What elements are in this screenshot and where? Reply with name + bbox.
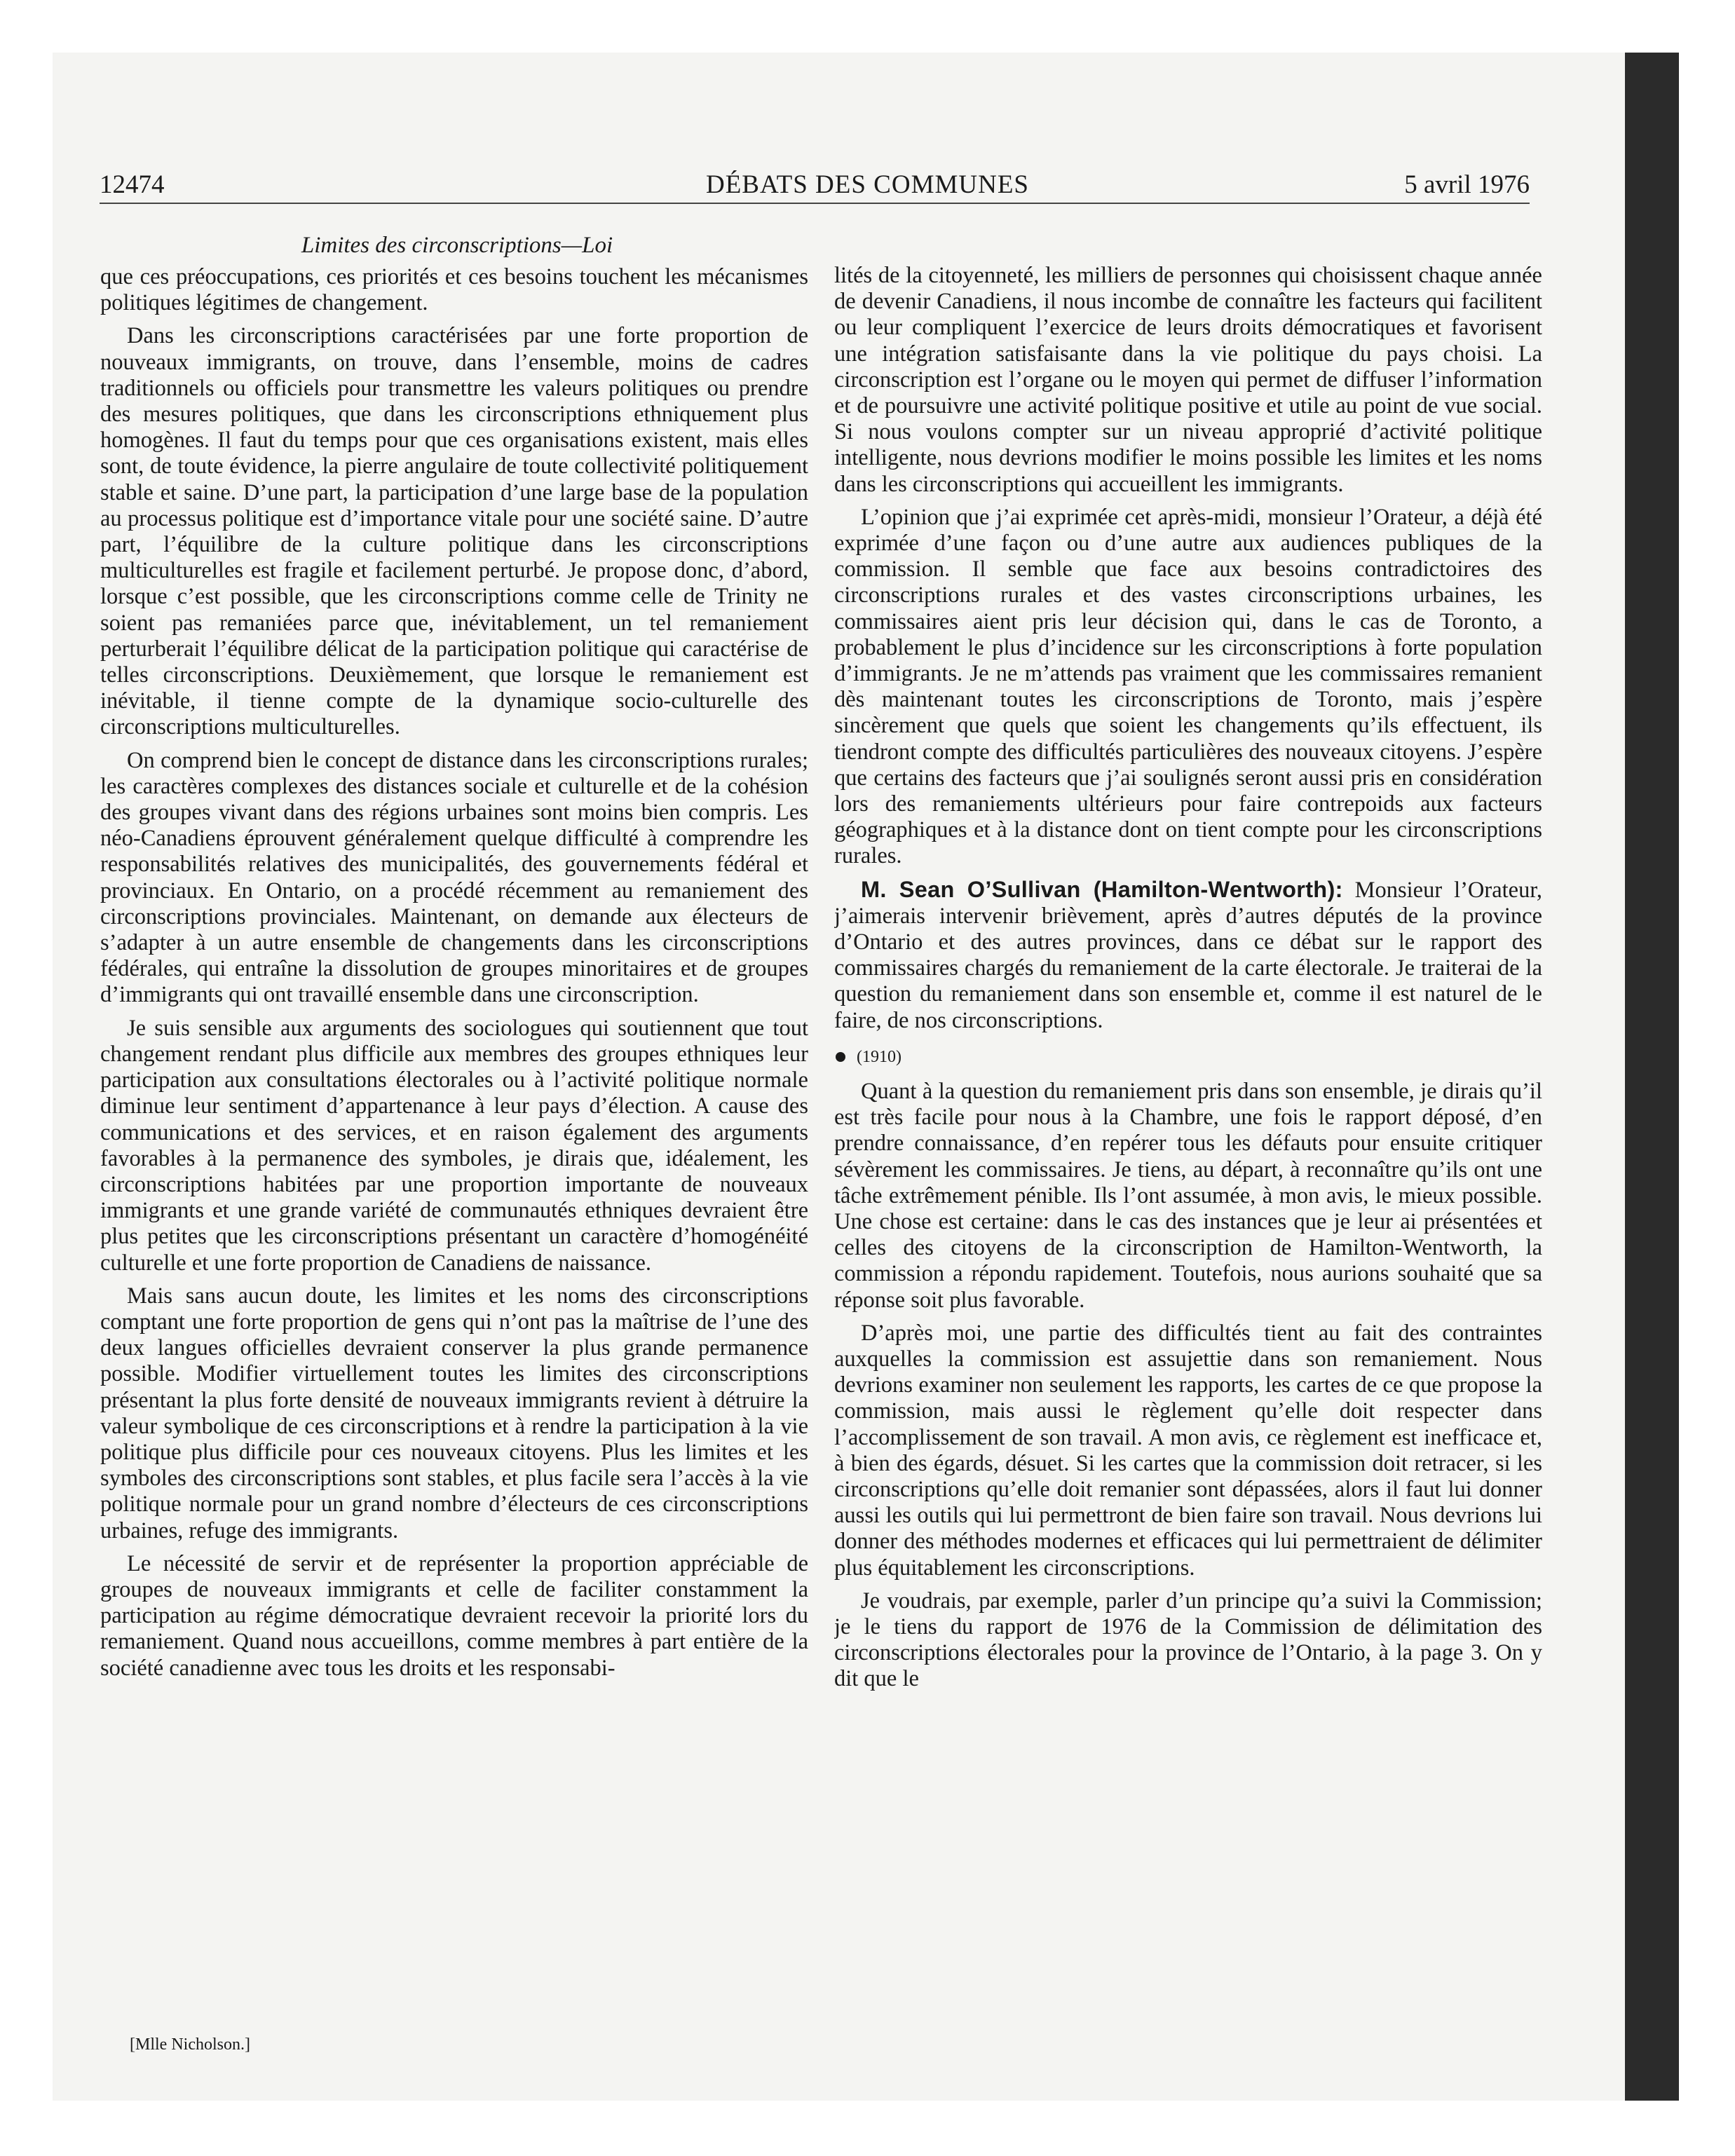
page-date: 5 avril 1976 bbox=[1404, 170, 1530, 199]
right-column bbox=[834, 263, 1542, 2057]
time-marker bbox=[834, 1046, 1542, 1067]
paragraph: Le nécessité de servir et de représenter la proportion appréciable de groupes de nouveaux immigrants et celle de faciliter constamment la participation au régime démocratique devraient recevoir la priorité lors du remaniement. Quand nous accueillons, comme membres à part entière de la société canadienne avec tous les droits et les responsabi- bbox=[100, 1550, 808, 1681]
paragraph: D’après moi, une partie des difficultés tient au fait des contraintes auxquelles la commission est assujettie dans son remaniement. Nous devrions examiner non seulement les rapports, les cartes de ce que propose la commission, mais aussi le règlement qu’elle doit respecter dans l’accomplissement de son travail. A mon avis, ce règlement est inefficace et, à bien des égards, désuet. Si les cartes que la commission doit retracer, si les circonscriptions qu’elle doit remanier sont dépassées, alors il faut lui donner aussi les outils qui lui permettront de bien faire son travail. Nous devrions lui donner des méthodes modernes et efficaces qui lui permettraient de délimiter plus équitablement les circonscriptions. bbox=[834, 1320, 1542, 1581]
time-marker-label: (1910) bbox=[857, 1047, 901, 1066]
running-title: Limites des circonscriptions—Loi bbox=[301, 233, 613, 258]
speaker-name: M. Sean O’Sullivan (Hamilton-Wentworth): bbox=[861, 876, 1343, 902]
paragraph: Mais sans aucun doute, les limites et les noms des circonscriptions comptant une forte proportion de gens qui n’ont pas la maîtrise de l’une des deux langues officielles devraient conserver la plus grande permanence possible. Modifier virtuellement toutes les limites des circonscriptions présentant la plus forte densité de nouveaux immigrants revient à détruire la valeur symbolique de ces circonscriptions et à rendre la participation à la vie politique plus difficile pour ces nouveaux citoyens. Plus les limites et les symboles des circonscriptions sont stables, et plus facile sera l’accès à la vie politique normale pour un grand nombre d’électeurs de ces circonscriptions urbaines, refuge des immigrants. bbox=[100, 1283, 808, 1543]
paragraph: Je suis sensible aux arguments des sociologues qui soutiennent que tout changement rendant plus difficile aux membres des groupes ethniques leur participation aux consultations électorales ou à l’activité politique normale diminue leur sentiment d’appartenance à leur pays d’élection. A cause des communications et des services, et en raison également des arguments favorables à la permanence des symboles, je dirais que, idéalement, les circonscriptions habitées par une proportion importante de nouveaux immigrants et une grande variété de communautés ethniques devraient être plus petites que les circonscriptions présentant un caractère d’homogénéité culturelle et une forte proportion de Canadiens de naissance. bbox=[100, 1015, 808, 1276]
speaker-paragraph bbox=[834, 877, 1542, 1034]
speaker-text: Monsieur l’Orateur, j’aimerais intervenir brièvement, après d’autres députés de la province d’Ontario et des autres provinces, dans ce débat sur le rapport des commissaires chargés du remaniement de la carte électorale. Je traiterai de la question du remaniement dans son ensemble et, comme il est naturel de le faire, de nos circonscriptions. bbox=[834, 877, 1542, 1033]
paragraph: Je voudrais, par exemple, parler d’un principe qu’a suivi la Commission; je le tiens du rapport de 1976 de la Commission de délimitation des circonscriptions électorales pour la province de l’Ontario, à la page 3. On y dit que le bbox=[834, 1588, 1542, 1692]
page-number: 12474 bbox=[100, 170, 165, 199]
paragraph: Dans les circonscriptions caractérisées par une forte proportion de nouveaux immigrants, on trouve, dans l’ensemble, moins de cadres traditionnels ou officiels pour transmettre les valeurs politiques ou prendre des mesures politiques, que dans les circonscriptions ethniquement plus homogènes. Il faut du temps pour que ces organisations existent, mais elles sont, de toute évidence, la pierre angulaire de toute collectivité politiquement stable et saine. D’une part, la participation d’une large base de la population au processus politique est d’importance vitale pour une société saine. D’autre part, l’équilibre de la culture politique dans les circonscriptions multiculturelles est fragile et facilement perturbé. Je propose donc, d’abord, lorsque c’est possible, que les circonscriptions comme celle de Trinity ne soient pas remaniées parce que, inévitablement, un tel remaniement perturberait l’équilibre délicat de la participation politique qui caractérise de telles circonscriptions. Deuxièmement, que lorsque le remaniement est inévitable, il tienne compte de la dynamique socio-culturelle des circonscriptions multiculturelles. bbox=[100, 323, 808, 740]
scan-edge-bar bbox=[1625, 53, 1679, 2101]
bullet-dot-icon bbox=[836, 1052, 845, 1062]
paragraph: lités de la citoyenneté, les milliers de personnes qui choisissent chaque année de devenir Canadiens, il nous incombe de connaître les facteurs qui facilitent ou leur compliquent l’exercice de leurs droits démocratiques et favorisent une intégration satisfaisante dans la vie politique du pays choisi. La circonscription est l’organe ou le moyen qui permet de diffuser l’information et de poursuivre une activité politique positive et utile au point de vue social. Si nous voulons compter sur un niveau approprié d’activité politique intelligente, nous devrions modifier le moins possible les limites et les noms dans les circonscriptions qui accueillent les immigrants. bbox=[834, 263, 1542, 497]
publication-title: DÉBATS DES COMMUNES bbox=[705, 170, 1029, 199]
paragraph: On comprend bien le concept de distance dans les circonscriptions rurales; les caractères complexes des distances sociale et culturelle et de la cohésion des groupes vivant dans des régions urbaines sont moins bien compris. Les néo-Canadiens éprouvent généralement quelque difficulté à comprendre les responsabilités relatives des municipalités, des gouvernements fédéral et provinciaux. En Ontario, on a procédé récemment au remaniement des circonscriptions provinciales. Maintenant, on demande aux électeurs de s’adapter à un autre ensemble de changements dans les circonscriptions fédérales, qui entraîne la dissolution de groupes minoritaires et de groupes d’immigrants qui ont travaillé ensemble dans une circonscription. bbox=[100, 747, 808, 1008]
paragraph: L’opinion que j’ai exprimée cet après-midi, monsieur l’Orateur, a déjà été exprimée d’une façon ou d’une autre aux audiences publiques de la commission. Il semble que face aux besoins contradictoires des circonscriptions rurales et des vastes circonscriptions urbaines, les commissaires aient pris leur décision qui, dans le cas de Toronto, a probablement le plus d’incidence sur les circonscriptions à forte population d’immigrants. Je ne m’attends pas vraiment que les commissaires remanient dès maintenant toutes les circonscriptions de Toronto, mais j’espère sincèrement que quels que soient les changements qu’ils effectuent, ils tiendront compte des difficultés particulières des nouveaux citoyens. J’espère que certains des facteurs que j’ai soulignés seront aussi pris en considération lors des remaniements ultérieurs pour faire contrepoids aux facteurs géographiques et à la distance dont on tient compte pour les circonscriptions rurales. bbox=[834, 504, 1542, 869]
header-rule bbox=[100, 203, 1530, 204]
paragraph: Quant à la question du remaniement pris dans son ensemble, je dirais qu’il est très facile pour nous à la Chambre, une fois le rapport déposé, d’en prendre connaissance, d’en repérer tous les défauts pour ensuite critiquer sévèrement les commissaires. Je tiens, au départ, à reconnaître qu’ils ont une tâche extrêmement pénible. Ils l’ont assumée, à mon avis, le mieux possible. Une chose est certaine: dans le cas des instances que je leur ai présentées et celles des citoyens de la circonscription de Hamilton-Wentworth, la commission a répondu rapidement. Toutefois, nous aurions souhaité que sa réponse soit plus favorable. bbox=[834, 1078, 1542, 1313]
left-column bbox=[100, 264, 808, 2059]
paragraph: que ces préoccupations, ces priorités et ces besoins touchent les mécanismes politiques légitimes de changement. bbox=[100, 264, 808, 316]
speaker-attribution: [Mlle Nicholson.] bbox=[130, 2035, 250, 2054]
